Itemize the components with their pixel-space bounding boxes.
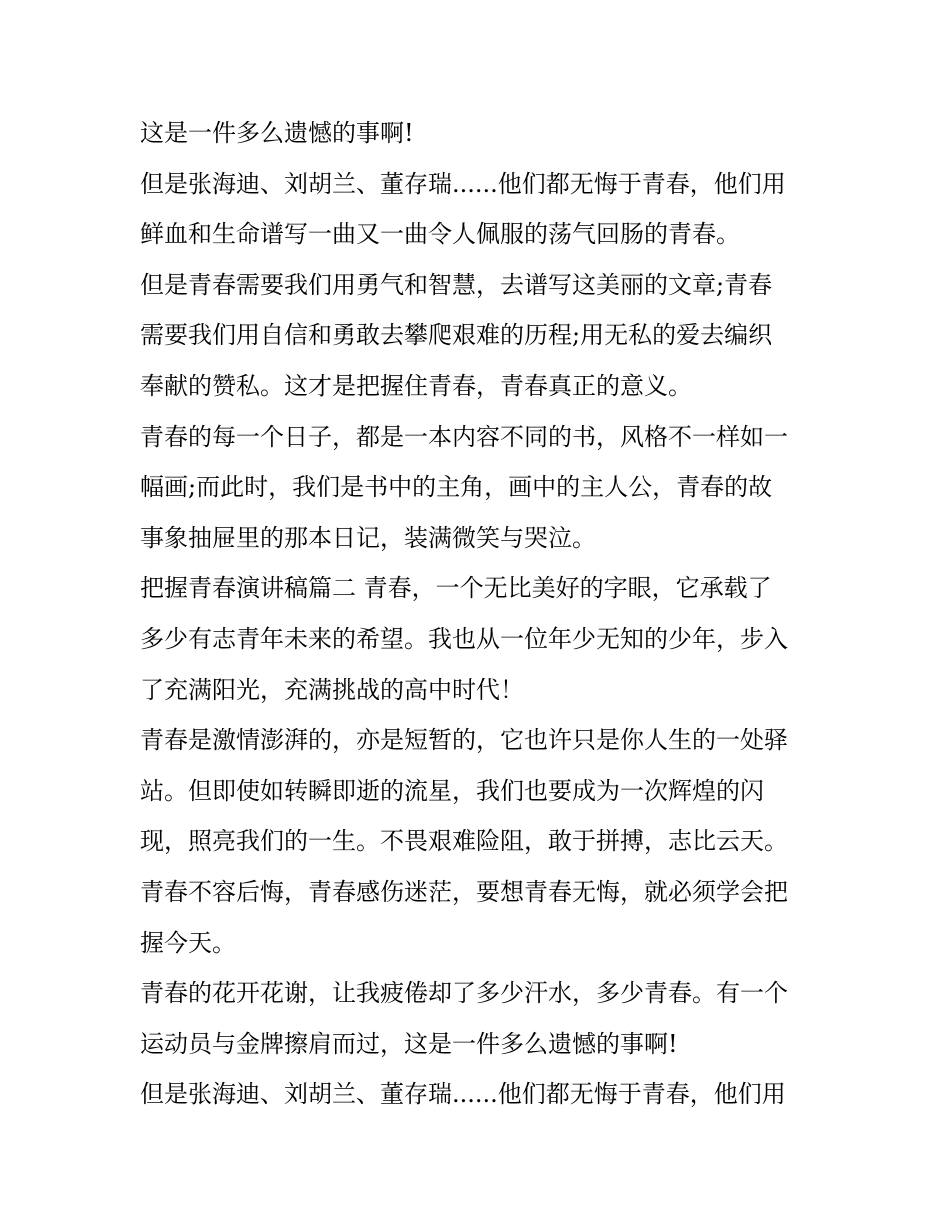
text-line: 青春不容后悔，青春感伤迷茫，要想青春无悔，就必须学会把 <box>140 877 788 906</box>
text-line: 幅画;而此时，我们是书中的主角，画中的主人公，青春的故 <box>140 473 773 502</box>
text-line: 现，照亮我们的一生。不畏艰难险阻，敢于拼搏，志比云天。 <box>140 827 788 856</box>
text-line: 青春是激情澎湃的，亦是短暂的，它也许只是你人生的一处驿 <box>140 726 788 755</box>
text-line: 把握青春演讲稿篇二 青春，一个无比美好的字眼，它承载了 <box>140 574 772 603</box>
text-line: 这是一件多么遗憾的事啊! <box>140 119 414 147</box>
text-line: 运动员与金牌擦肩而过，这是一件多么遗憾的事啊! <box>140 1029 678 1058</box>
text-line: 了充满阳光，充满挑战的高中时代！ <box>140 675 524 704</box>
text-line: 事象抽屉里的那本日记，装满微笑与哭泣。 <box>140 523 596 552</box>
text-line: 多少有志青年未来的希望。我也从一位年少无知的少年，步入 <box>140 624 788 653</box>
text-line: 但是张海迪、刘胡兰、董存瑞......他们都无悔于青春，他们用 <box>140 1080 786 1109</box>
text-line: 握今天。 <box>140 928 236 957</box>
text-line: 但是青春需要我们用勇气和智慧，去谱写这美丽的文章;青春 <box>140 270 773 299</box>
text-line: 但是张海迪、刘胡兰、董存瑞......他们都无悔于青春，他们用 <box>140 169 786 198</box>
text-line: 奉献的赞私。这才是把握住青春，青春真正的意义。 <box>140 371 692 400</box>
text-line: 青春的每一个日子，都是一本内容不同的书，风格不一样如一 <box>140 422 788 451</box>
document-body <box>140 108 812 1120</box>
text-line: 需要我们用自信和勇敢去攀爬艰难的历程;用无私的爱去编织 <box>140 321 773 350</box>
text-line: 青春的花开花谢，让我疲倦却了多少汗水，多少青春。有一个 <box>140 979 788 1008</box>
text-line: 站。但即使如转瞬即逝的流星，我们也要成为一次辉煌的闪 <box>140 776 764 805</box>
text-line: 鲜血和生命谱写一曲又一曲令人佩服的荡气回肠的青春。 <box>140 220 740 249</box>
